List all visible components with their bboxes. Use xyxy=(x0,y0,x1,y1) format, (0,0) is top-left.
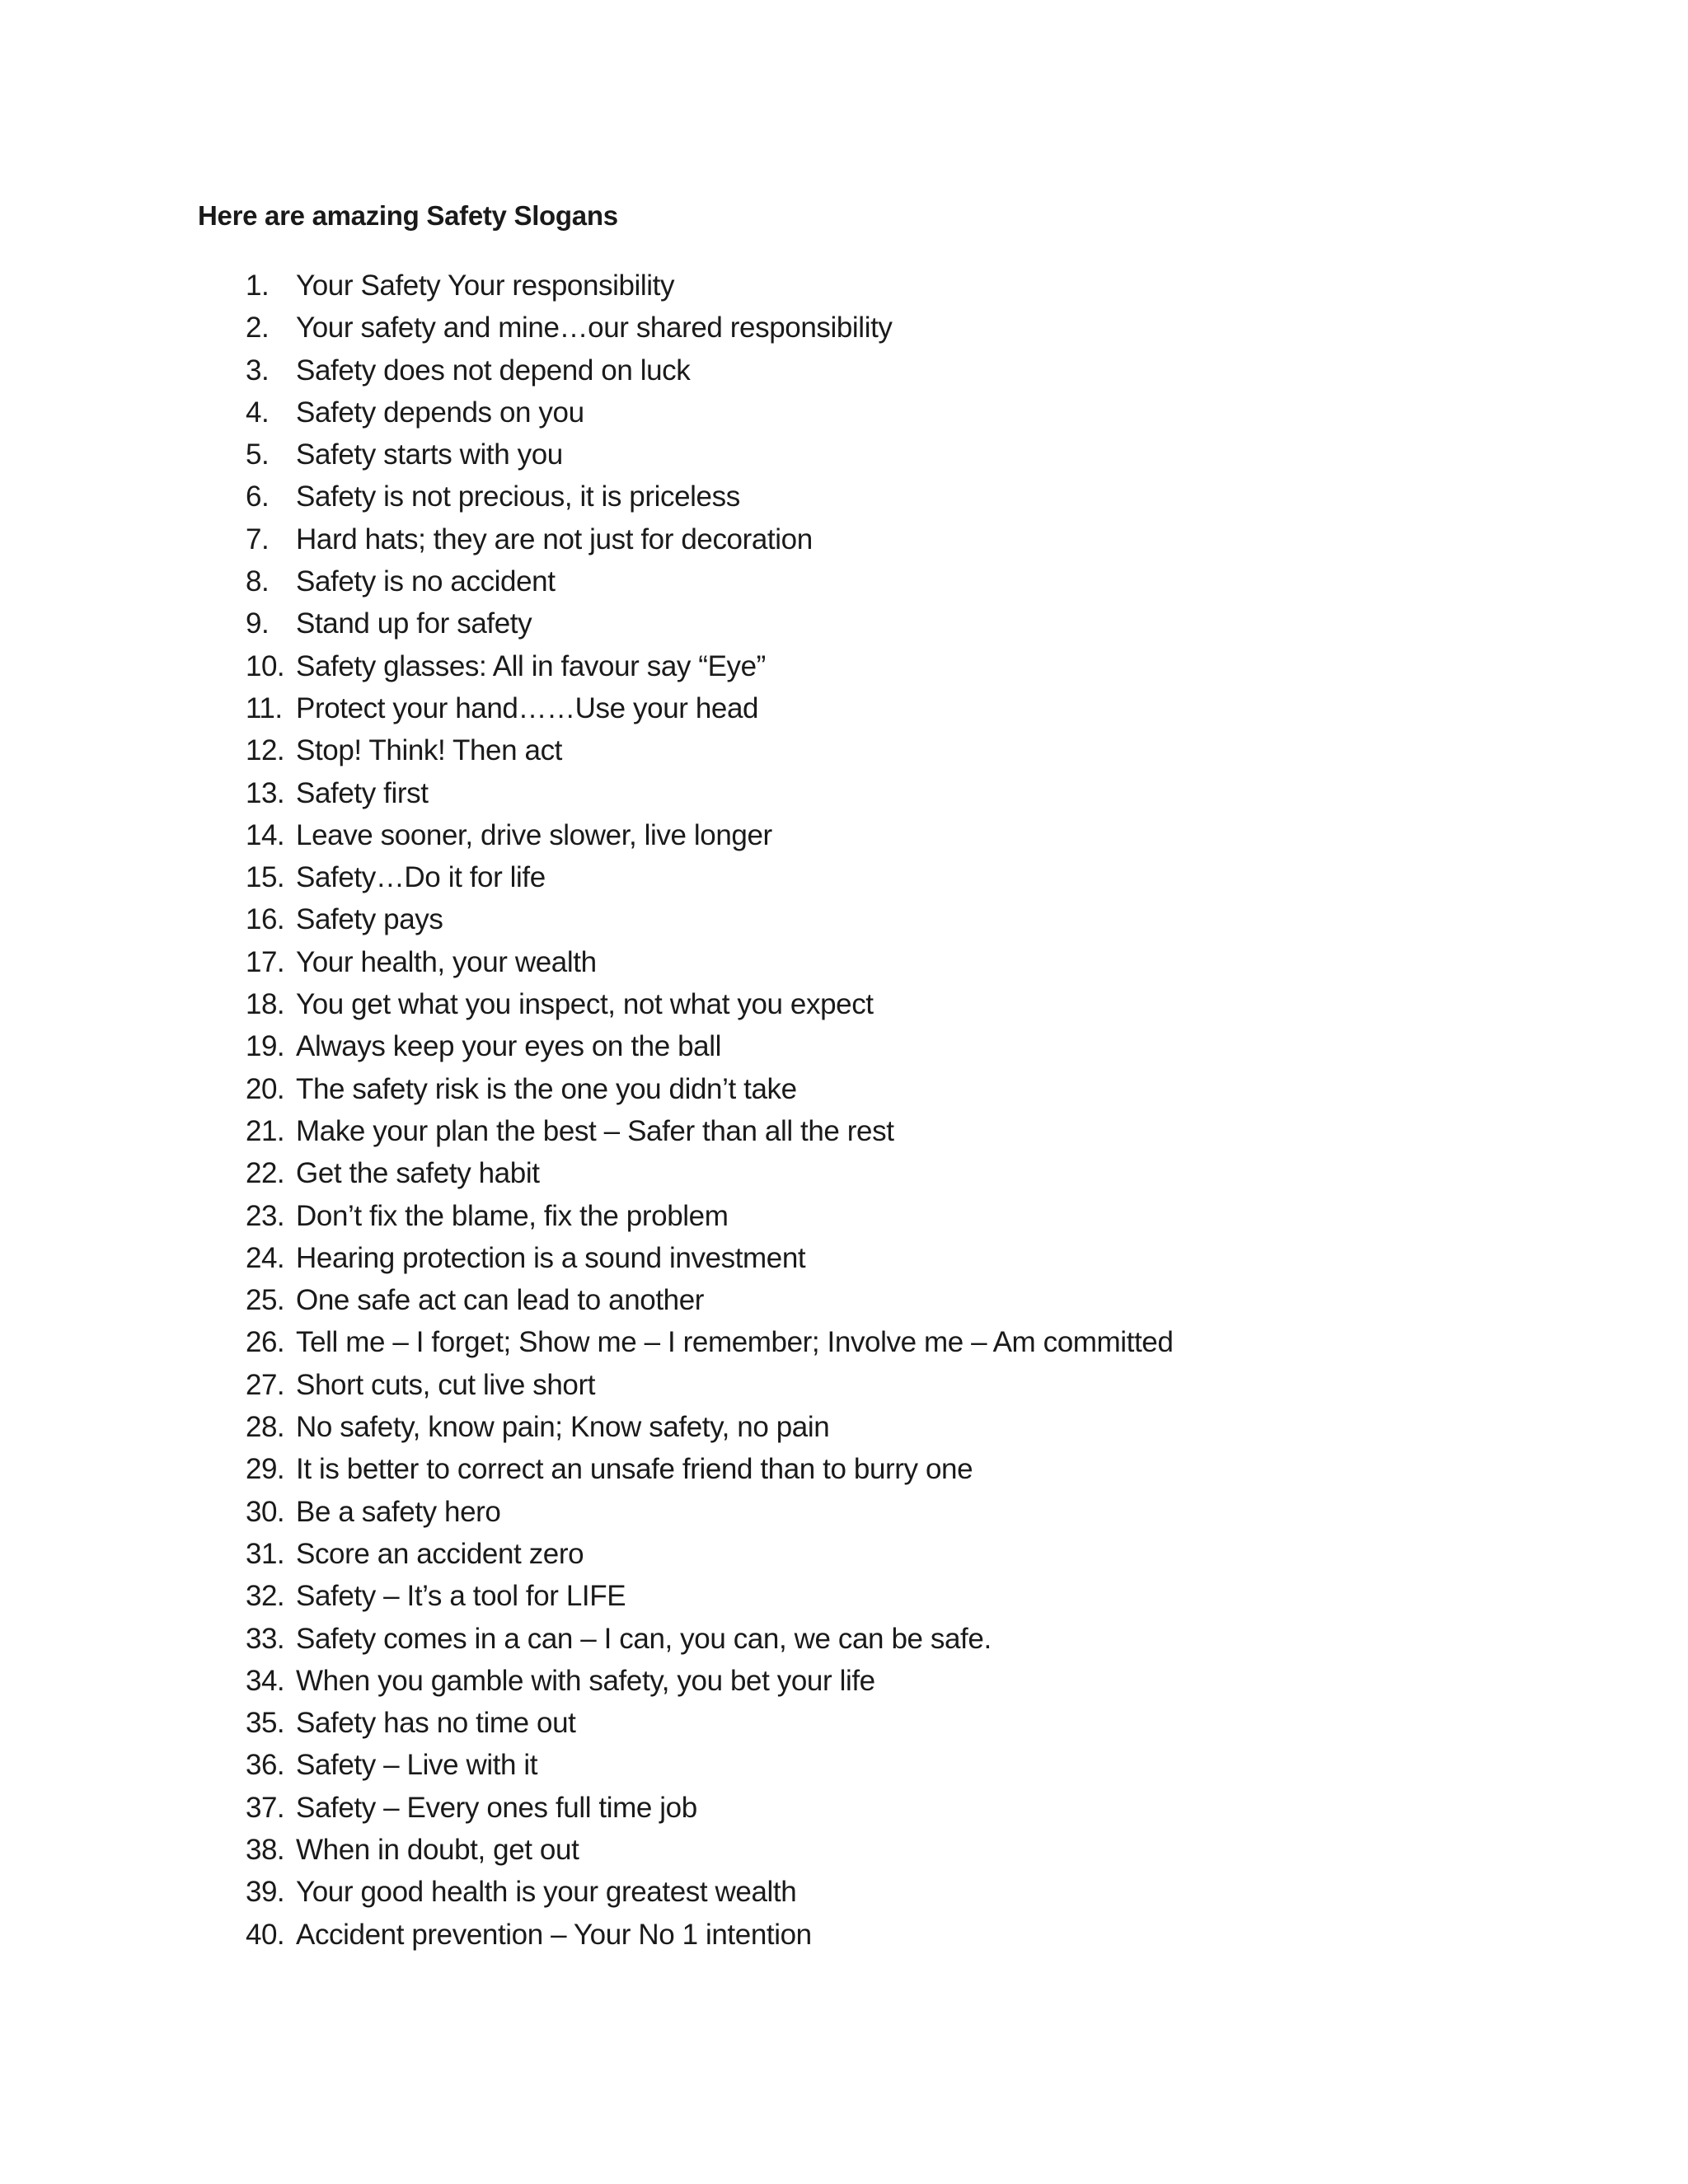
list-item-text: Safety pays xyxy=(296,903,443,936)
list-item-number: 17. xyxy=(246,945,285,978)
list-item-text: Be a safety hero xyxy=(296,1495,501,1528)
list-item xyxy=(0,1068,1688,1110)
list-item-number: 40. xyxy=(246,1918,285,1951)
list-item-number: 1. xyxy=(246,269,270,302)
list-item-text: When you gamble with safety, you bet your life xyxy=(296,1664,875,1697)
list-item-number: 10. xyxy=(246,649,285,682)
list-item-number: 15. xyxy=(246,861,285,894)
list-item-number: 34. xyxy=(246,1664,285,1697)
list-item-text: Don’t fix the blame, fix the problem xyxy=(296,1199,729,1232)
list-item-text: Your good health is your greatest wealth xyxy=(296,1876,797,1909)
list-item xyxy=(0,307,1688,349)
list-item xyxy=(0,265,1688,307)
list-item xyxy=(0,434,1688,476)
list-item xyxy=(0,1618,1688,1660)
list-item xyxy=(0,1702,1688,1744)
list-item-text: Always keep your eyes on the ball xyxy=(296,1030,721,1063)
list-item xyxy=(0,1237,1688,1279)
list-item-text: Hard hats; they are not just for decoration xyxy=(296,523,813,555)
list-item-text: Safety…Do it for life xyxy=(296,861,546,894)
list-item-text: Your Safety Your responsibility xyxy=(296,269,675,302)
list-item xyxy=(0,772,1688,814)
list-item-number: 13. xyxy=(246,776,285,809)
list-item xyxy=(0,1575,1688,1617)
list-item-number: 9. xyxy=(246,607,270,640)
list-item-number: 30. xyxy=(246,1495,285,1528)
list-item-number: 4. xyxy=(246,396,270,429)
list-item-number: 26. xyxy=(246,1326,285,1359)
list-item-text: Safety comes in a can – I can, you can, we can be safe. xyxy=(296,1622,992,1655)
list-item xyxy=(0,687,1688,729)
list-item xyxy=(0,1744,1688,1786)
list-item-number: 14. xyxy=(246,818,285,851)
list-item xyxy=(0,898,1688,940)
list-item-number: 6. xyxy=(246,480,270,513)
list-item-number: 32. xyxy=(246,1580,285,1613)
list-item xyxy=(0,391,1688,434)
list-item xyxy=(0,983,1688,1025)
list-item xyxy=(0,518,1688,560)
list-item-number: 25. xyxy=(246,1284,285,1317)
list-item-text: One safe act can lead to another xyxy=(296,1284,705,1317)
list-item-number: 36. xyxy=(246,1749,285,1782)
list-item-text: Safety – It’s a tool for LIFE xyxy=(296,1580,626,1613)
list-item-text: Hearing protection is a sound investment xyxy=(296,1241,806,1274)
list-item-text: Protect your hand……Use your head xyxy=(296,691,759,724)
list-item xyxy=(0,645,1688,687)
list-item xyxy=(0,602,1688,644)
list-item-number: 18. xyxy=(246,988,285,1021)
list-item-text: Score an accident zero xyxy=(296,1537,584,1570)
list-item xyxy=(0,856,1688,898)
list-item xyxy=(0,1448,1688,1490)
list-item-number: 19. xyxy=(246,1030,285,1063)
list-item-number: 5. xyxy=(246,438,270,471)
list-item xyxy=(0,941,1688,983)
list-item xyxy=(0,560,1688,602)
list-item xyxy=(0,1152,1688,1194)
list-item xyxy=(0,1364,1688,1406)
list-item-text: Safety has no time out xyxy=(296,1707,576,1740)
list-item-number: 7. xyxy=(246,523,270,555)
list-item-number: 21. xyxy=(246,1114,285,1147)
list-item-number: 38. xyxy=(246,1833,285,1866)
list-item-text: When in doubt, get out xyxy=(296,1833,579,1866)
list-item xyxy=(0,349,1688,391)
list-item xyxy=(0,1491,1688,1533)
list-item-number: 24. xyxy=(246,1241,285,1274)
list-item xyxy=(0,476,1688,518)
list-item-number: 20. xyxy=(246,1072,285,1105)
list-item-number: 11. xyxy=(246,691,283,724)
list-item xyxy=(0,1829,1688,1871)
list-item-number: 16. xyxy=(246,903,285,936)
list-item-text: Safety – Every ones full time job xyxy=(296,1791,697,1824)
list-item-text: You get what you inspect, not what you expect xyxy=(296,988,874,1021)
list-item-text: Leave sooner, drive slower, live longer xyxy=(296,818,772,851)
list-item-text: Safety glasses: All in favour say “Eye” xyxy=(296,649,766,682)
list-item xyxy=(0,1660,1688,1702)
list-item xyxy=(0,1871,1688,1913)
list-item-number: 22. xyxy=(246,1157,285,1190)
list-item xyxy=(0,1321,1688,1363)
list-item-number: 12. xyxy=(246,734,285,767)
list-item-text: Safety does not depend on luck xyxy=(296,354,691,387)
list-item-number: 35. xyxy=(246,1707,285,1740)
list-item-number: 37. xyxy=(246,1791,285,1824)
list-item-text: Make your plan the best – Safer than all the rest xyxy=(296,1114,894,1147)
page-title: Here are amazing Safety Slogans xyxy=(198,200,618,231)
list-item-text: Safety is no accident xyxy=(296,565,556,598)
list-item-text: Safety is not precious, it is priceless xyxy=(296,480,740,513)
list-item xyxy=(0,814,1688,856)
list-item xyxy=(0,1914,1688,1956)
list-item-text: Safety starts with you xyxy=(296,438,563,471)
list-item-text: No safety, know pain; Know safety, no pain xyxy=(296,1411,830,1444)
list-item xyxy=(0,1025,1688,1067)
list-item-text: Your safety and mine…our shared responsibility xyxy=(296,312,893,344)
list-item xyxy=(0,1787,1688,1829)
list-item-text: Accident prevention – Your No 1 intention xyxy=(296,1918,812,1951)
list-item xyxy=(0,1533,1688,1575)
list-item-text: Safety depends on you xyxy=(296,396,584,429)
list-item-number: 39. xyxy=(246,1876,285,1909)
list-item-text: Short cuts, cut live short xyxy=(296,1368,596,1401)
list-item-text: Stand up for safety xyxy=(296,607,532,640)
slogan-list xyxy=(0,265,1688,1956)
list-item-number: 3. xyxy=(246,354,270,387)
list-item xyxy=(0,1110,1688,1152)
list-item-number: 8. xyxy=(246,565,270,598)
list-item xyxy=(0,1195,1688,1237)
list-item-number: 27. xyxy=(246,1368,285,1401)
list-item-number: 2. xyxy=(246,312,270,344)
list-item-text: Stop! Think! Then act xyxy=(296,734,563,767)
list-item-text: Safety first xyxy=(296,776,429,809)
list-item-text: Your health, your wealth xyxy=(296,945,597,978)
list-item-text: Safety – Live with it xyxy=(296,1749,538,1782)
list-item-text: It is better to correct an unsafe friend than to burry one xyxy=(296,1453,973,1486)
list-item-number: 33. xyxy=(246,1622,285,1655)
list-item-number: 28. xyxy=(246,1411,285,1444)
list-item-text: Get the safety habit xyxy=(296,1157,540,1190)
list-item xyxy=(0,729,1688,771)
list-item-number: 29. xyxy=(246,1453,285,1486)
list-item xyxy=(0,1406,1688,1448)
list-item-number: 23. xyxy=(246,1199,285,1232)
list-item-text: Tell me – I forget; Show me – I remember; Involve me – Am committed xyxy=(296,1326,1174,1359)
list-item-number: 31. xyxy=(246,1537,285,1570)
list-item xyxy=(0,1279,1688,1321)
list-item-text: The safety risk is the one you didn’t take xyxy=(296,1072,797,1105)
